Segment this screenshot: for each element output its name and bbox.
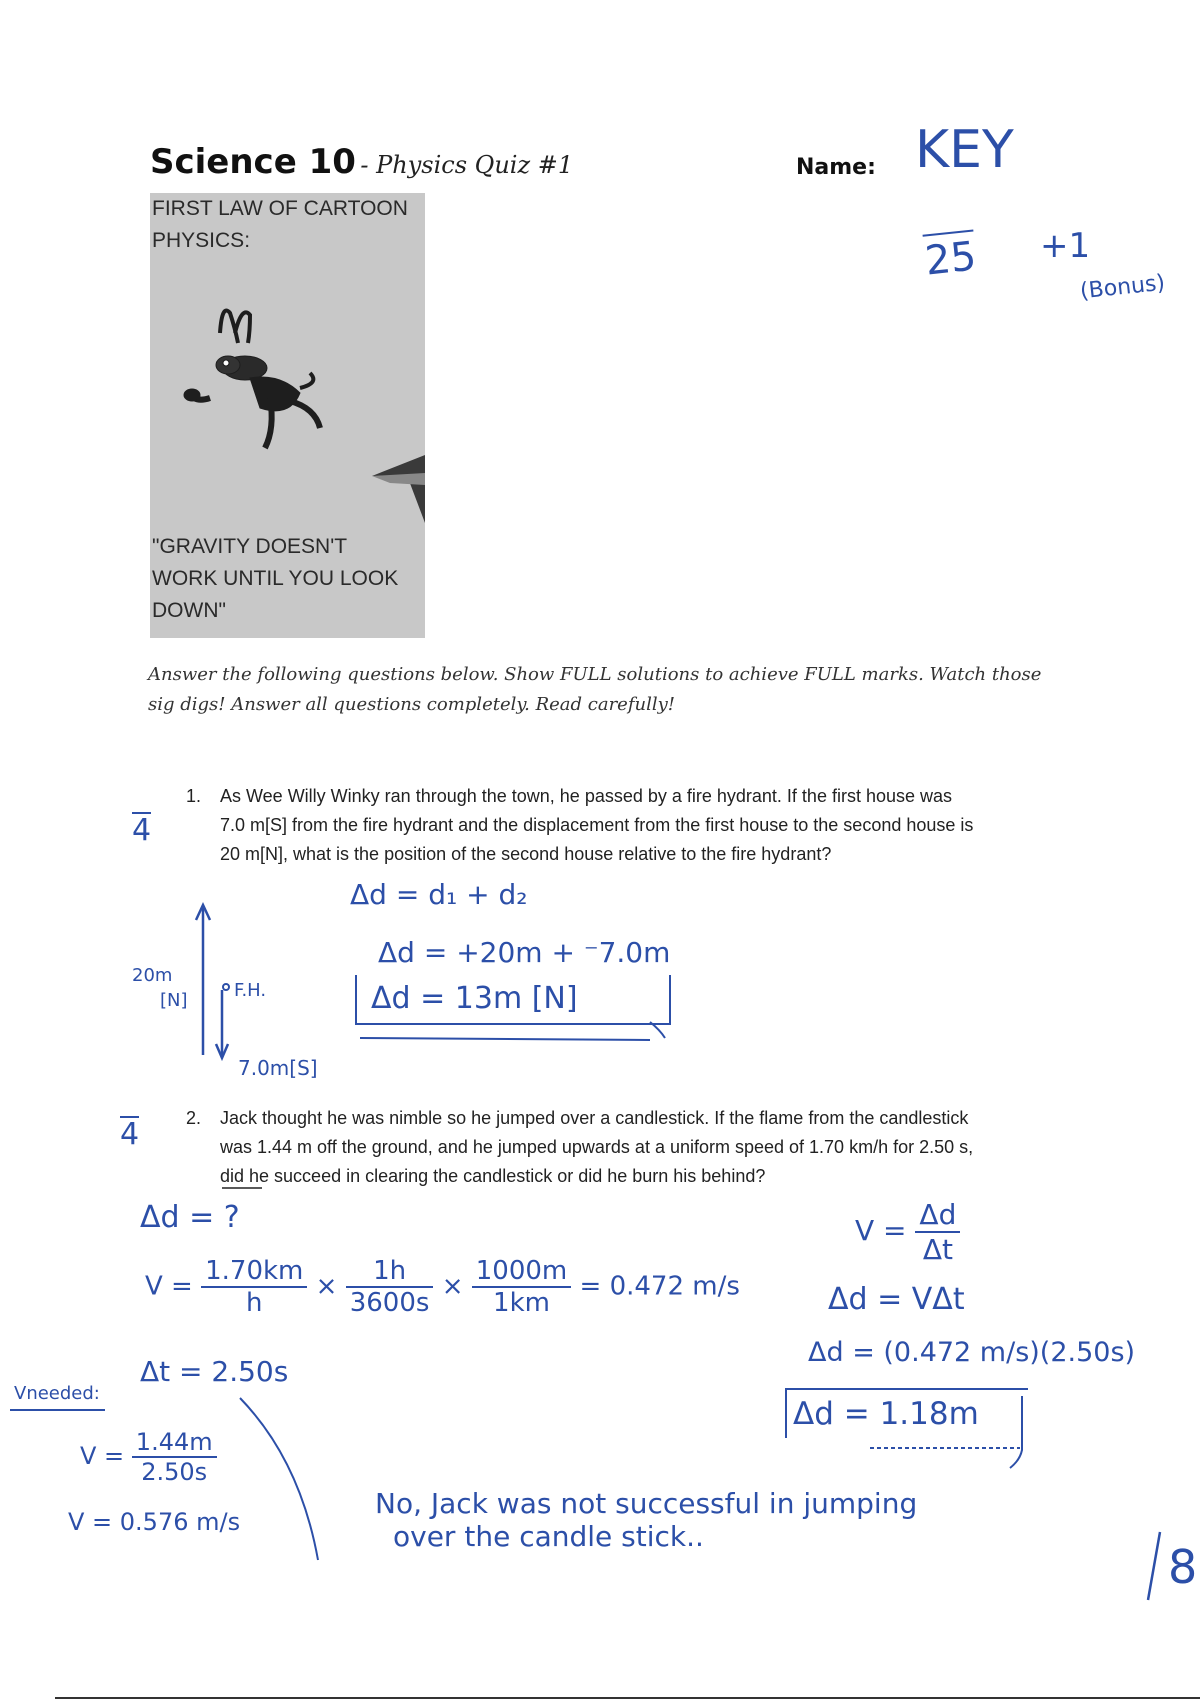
poster-heading-line: PHYSICS: <box>152 229 251 252</box>
conv2-num: 1000m <box>472 1256 572 1288</box>
title-subtitle: - Physics Quiz #1 <box>360 151 574 179</box>
q1-line: 7.0 m[S] from the fire hydrant and the displacement from the first house to the second house is <box>220 815 974 835</box>
south-arrow-head <box>216 1044 228 1058</box>
diagram-north: [N] <box>160 990 188 1011</box>
q1-number: 1. <box>186 786 202 806</box>
q2-line: was 1.44 m off the ground, and he jumped upwards at a uniform speed of 1.70 km/h for 2.50 s, <box>220 1137 974 1157</box>
q2-formula3: Δd = (0.472 m/s)(2.50s) <box>808 1337 1136 1368</box>
name-label: Name: <box>796 155 876 180</box>
conclusion-line: over the candle stick.. <box>393 1520 704 1553</box>
q1-line: 20 m[N], what is the position of the second house relative to the fire hydrant? <box>220 844 832 864</box>
q2-mark: 4 <box>120 1117 140 1152</box>
vn-den: 2.50s <box>141 1458 208 1486</box>
q1-eq1: Δd = d₁ + d₂ <box>350 878 528 911</box>
formula-lhs: V = <box>855 1214 907 1247</box>
bonus-label: (Bonus) <box>1078 270 1167 305</box>
v-needed-label: Vneeded: <box>14 1383 100 1404</box>
instructions-line: sig digs! Answer all questions completely. Read carefully! <box>148 694 676 715</box>
q2-dd-unknown: Δd = ? <box>140 1200 240 1235</box>
diagram-7m: 7.0m[S] <box>238 1056 318 1080</box>
q2-text <box>220 1104 1100 1191</box>
q2-answer: Δd = 1.18m <box>793 1396 979 1432</box>
q2-number: 2. <box>186 1108 202 1128</box>
times-symbol: × <box>441 1271 464 1302</box>
v-result: = 0.472 m/s <box>579 1271 740 1302</box>
q1-mark: 4 <box>132 813 152 848</box>
poster-heading-line: FIRST LAW OF CARTOON <box>152 197 408 220</box>
v-label: V = <box>145 1271 193 1302</box>
page-score: 8 <box>1168 1540 1198 1594</box>
v-needed-calc <box>80 1428 217 1486</box>
cartoon-poster <box>150 193 425 638</box>
title-bold: Science 10 <box>150 142 356 182</box>
q2-velocity-conversion <box>145 1256 740 1318</box>
vn-num: 1.44m <box>132 1428 217 1458</box>
instructions-line: Answer the following questions below. Show FULL solutions to achieve FULL marks. Watch those <box>148 664 1042 685</box>
formula-fraction <box>915 1198 960 1266</box>
q2-line: did he succeed in clearing the candlestick or did he burn his behind? <box>220 1166 766 1186</box>
q2-conclusion <box>375 1487 917 1553</box>
coyote-figure <box>184 311 320 449</box>
diagram-fh: F.H. <box>234 980 267 1001</box>
q1-answer: Δd = 13m [N] <box>371 981 578 1016</box>
q2-dt: Δt = 2.50s <box>140 1355 289 1388</box>
q1-text <box>220 782 1100 869</box>
q2-formula <box>855 1198 960 1266</box>
poster-quote-line: WORK UNTIL YOU LOOK <box>152 567 399 590</box>
vn-fraction <box>132 1428 217 1486</box>
v-fraction <box>201 1256 307 1318</box>
conv1-num: 1h <box>346 1256 434 1288</box>
q2-line: Jack thought he was nimble so he jumped over a candlestick. If the flame from the candlestick <box>220 1108 969 1128</box>
cliff-edge <box>372 455 425 523</box>
v-needed-bracket <box>240 1398 318 1560</box>
north-arrow-head <box>196 905 210 920</box>
v-needed-result: V = 0.576 m/s <box>68 1508 241 1536</box>
vn-lhs: V = <box>80 1442 125 1470</box>
q1-answer-box <box>355 975 671 1025</box>
q2-answer-box <box>785 1388 1028 1438</box>
q1-line: As Wee Willy Winky ran through the town, he passed by a fire hydrant. If the first house was <box>220 786 953 806</box>
conv1-den: 3600s <box>349 1288 430 1318</box>
q1-eq2: Δd = +20m + ⁻7.0m <box>378 936 671 969</box>
poster-quote-line: DOWN" <box>152 599 226 622</box>
bonus-marks: +1 <box>1040 226 1091 266</box>
poster-quote <box>152 531 398 627</box>
conv2-den: 1km <box>493 1288 550 1318</box>
v-den: h <box>246 1288 263 1318</box>
poster-quote-line: "GRAVITY DOESN'T <box>152 535 348 558</box>
answer-underline <box>360 1038 650 1040</box>
conv2-fraction <box>472 1256 572 1318</box>
instructions <box>148 660 1041 720</box>
fire-hydrant-point <box>223 984 229 990</box>
times-symbol: × <box>315 1271 338 1302</box>
page-score-bracket <box>1148 1532 1160 1600</box>
total-marks: 25 <box>923 229 979 284</box>
formula-num: Δd <box>915 1198 960 1233</box>
formula-den: Δt <box>922 1233 953 1266</box>
quiz-title <box>150 142 573 182</box>
v-num: 1.70km <box>201 1256 307 1288</box>
conclusion-line: No, Jack was not successful in jumping <box>375 1487 918 1520</box>
diagram-20m: 20m <box>132 965 173 986</box>
name-value: KEY <box>915 120 1014 180</box>
conv1-fraction <box>346 1256 434 1318</box>
q2-formula2: Δd = VΔt <box>828 1282 965 1317</box>
